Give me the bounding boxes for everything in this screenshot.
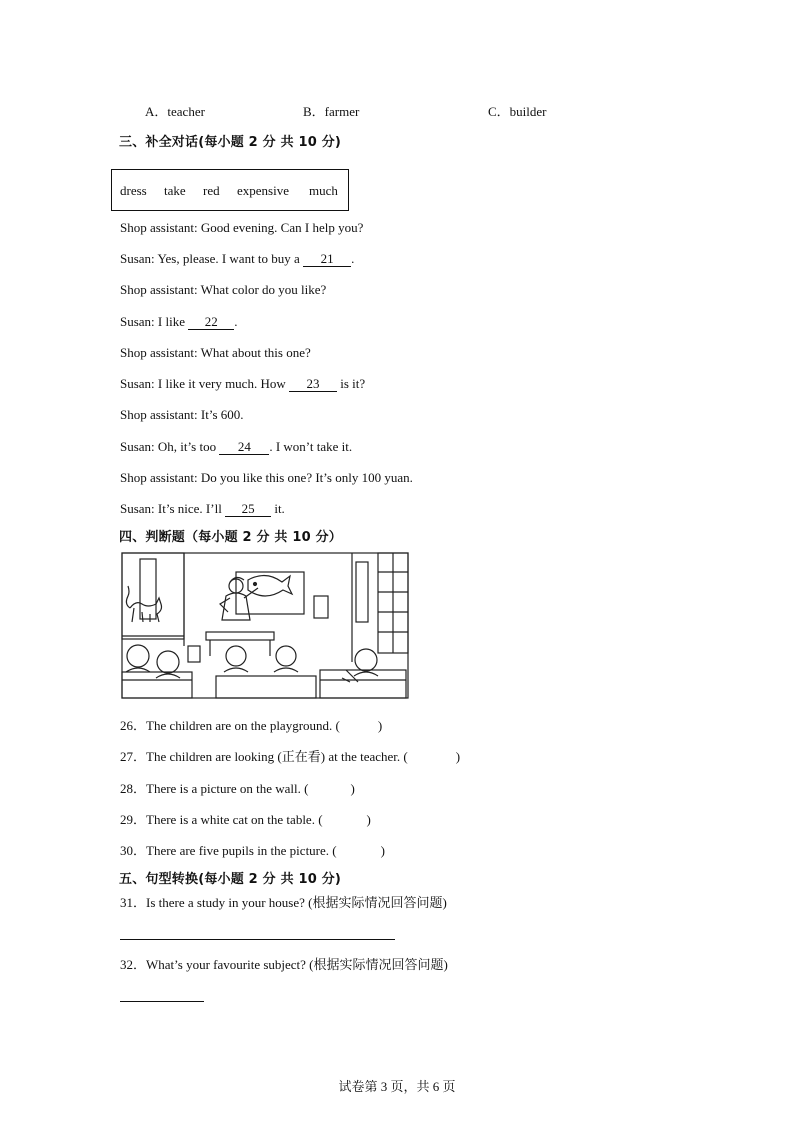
page-footer: 试卷第 3 页，共 6 页: [338, 1079, 456, 1094]
option-b: B．farmer: [303, 104, 360, 119]
blank-23: 23: [289, 377, 337, 392]
blank-25: 25: [225, 502, 271, 517]
judgement-item: 30．There are five pupils in the picture. ( ): [120, 843, 385, 858]
dialogue-line: Susan: Yes, please. I want to buy a 21 .: [120, 251, 355, 266]
dialogue-line: Susan: I like 22 .: [120, 314, 238, 329]
dialogue-line: Shop assistant: Do you like this one? It’s only 100 yuan.: [120, 470, 413, 485]
blank-22: 22: [188, 315, 234, 330]
judgement-item: 29．There is a white cat on the table. ( ): [120, 812, 371, 827]
dialogue-line: Shop assistant: Good evening. Can I help you?: [120, 220, 364, 235]
dialogue-line: Susan: Oh, it’s too 24 . I won’t take it.: [120, 439, 353, 454]
section4-heading: 四、判断题（每小题 2 分 共 10 分）: [119, 530, 342, 545]
dialogue-line: Shop assistant: What about this one?: [120, 345, 311, 360]
word-bank-item: much: [309, 183, 338, 198]
word-bank-box: [111, 169, 349, 211]
word-bank-item: red: [203, 183, 220, 198]
answer-line-32[interactable]: [120, 1001, 204, 1002]
word-bank-item: take: [164, 183, 186, 198]
judgement-item: 26．The children are on the playground. ( ): [120, 718, 383, 733]
word-bank-item: expensive: [237, 183, 289, 198]
dialogue-line: Susan: It’s nice. I’ll 25 it.: [120, 501, 285, 516]
judgement-item: 28．There is a picture on the wall. ( ): [120, 781, 355, 796]
dialogue-line: Shop assistant: What color do you like?: [120, 282, 327, 297]
blank-21: 21: [303, 252, 351, 267]
option-c: C．builder: [488, 104, 547, 119]
dialogue-line: Susan: I like it very much. How 23 is it?: [120, 376, 366, 391]
judgement-item: 27．The children are looking (正在看) at the teacher. ( ): [120, 749, 461, 764]
section5-heading: 五、句型转换(每小题 2 分 共 10 分): [119, 872, 342, 887]
option-a: A．teacher: [145, 104, 205, 119]
question-31: 31．Is there a study in your house? (根据实际情况回答问题): [120, 895, 447, 910]
answer-line-31[interactable]: [120, 939, 395, 940]
question-32: 32．What’s your favourite subject? (根据实际情况回答问题): [120, 957, 448, 972]
blank-24: 24: [219, 440, 269, 455]
word-bank-item: dress: [120, 183, 147, 198]
dialogue-line: Shop assistant: It’s 600.: [120, 407, 244, 422]
classroom-illustration: [120, 552, 410, 700]
section3-heading: 三、补全对话(每小题 2 分 共 10 分): [119, 135, 342, 150]
